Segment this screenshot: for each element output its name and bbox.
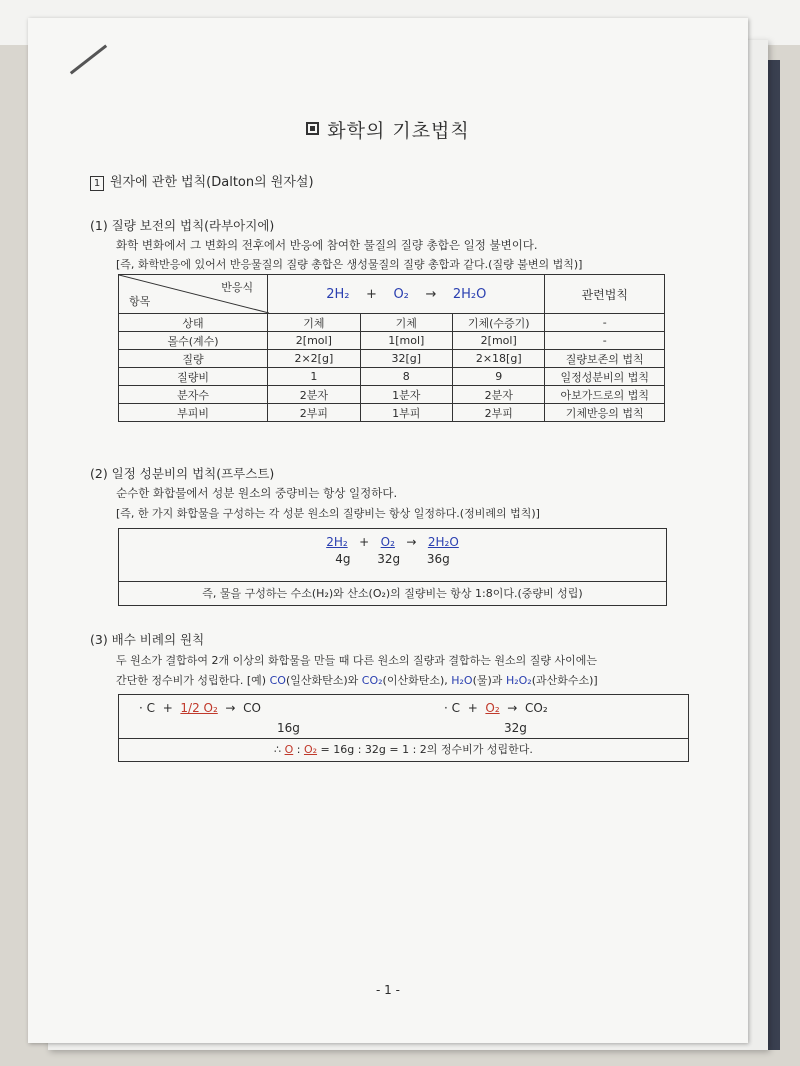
staple-icon (70, 44, 107, 74)
table-row: 분자수 2분자 1분자 2분자 아보가드로의 법칙 (119, 386, 665, 404)
square-bullet-icon (306, 122, 319, 135)
law1-line1: 화학 변화에서 그 변화의 전후에서 반응에 참여한 물질의 질량 총합은 일정 불변이다. (116, 238, 538, 252)
table-law-header: 관련법칙 (545, 275, 665, 314)
law2-masses: 4g 32g 36g (335, 552, 450, 566)
law3-line1: 두 원소가 결합하여 2개 이상의 화합물을 만들 때 다른 원소의 질량과 결합하는 원소의 질량 사이에는 (116, 654, 597, 667)
law1-line2: [즉, 화학반응에 있어서 반응물질의 질량 총합은 생성물질의 질량 총합과 같다.(질량 불변의 법칙)] (116, 258, 583, 271)
table-row: 몰수(계수) 2[mol] 1[mol] 2[mol] - (119, 332, 665, 350)
law3-equation-b: · C + O₂ → CO₂ (444, 701, 548, 715)
document-page (28, 18, 748, 1043)
law3-box (118, 694, 689, 762)
law1-heading: (1) 질량 보전의 법칙(라부아지에) (90, 218, 275, 233)
law1-table (118, 274, 665, 422)
law2-line2: [즉, 한 가지 화합물을 구성하는 각 성분 원소의 질량비는 항상 일정하다.(정비례의 법칙)] (116, 507, 540, 520)
table-row: 질량 2×2[g] 32[g] 2×18[g] 질량보존의 법칙 (119, 350, 665, 368)
law3-mass-b: 32g (504, 721, 527, 735)
law2-note: 즉, 물을 구성하는 수소(H₂)와 산소(O₂)의 질량비는 항상 1:8이다.(중량비 성립) (119, 581, 666, 605)
corner-top-label: 반응식 (221, 281, 254, 294)
law3-heading: (3) 배수 비례의 원칙 (90, 632, 205, 647)
table-row: 상태 기체 기체 기체(수증기) - (119, 314, 665, 332)
corner-bottom-label: 항목 (129, 295, 151, 308)
law2-heading: (2) 일정 성분비의 법칙(프루스트) (90, 466, 275, 481)
law2-equation: 2H₂ + O₂ → 2H₂O (326, 535, 459, 549)
section1-number: 1 (90, 176, 104, 191)
table-row: 부피비 2부피 1부피 2부피 기체반응의 법칙 (119, 404, 665, 422)
page-title: 화학의 기초법칙 (28, 116, 748, 143)
law3-mass-a: 16g (277, 721, 300, 735)
table-corner-cell (119, 275, 268, 314)
law3-equation-a: · C + 1/2 O₂ → CO (139, 701, 261, 715)
law2-box (118, 528, 667, 606)
law3-conclusion: ∴ O : O₂ = 16g : 32g = 1 : 2의 정수비가 성립한다. (119, 738, 688, 761)
section1-heading: 1 원자에 관한 법칙(Dalton의 원자설) (90, 171, 314, 191)
table-row: 질량비 1 8 9 일정성분비의 법칙 (119, 368, 665, 386)
page-number: - 1 - (376, 983, 400, 997)
table-equation: 2H₂ + O₂ → 2H₂O (268, 275, 545, 314)
law3-line2: 간단한 정수비가 성립한다. [예) CO(일산화탄소)와 CO₂(이산화탄소), H₂O(물)과 H₂O₂(과산화수소)] (116, 674, 598, 687)
law2-line1: 순수한 화합물에서 성분 원소의 중량비는 항상 일정하다. (116, 486, 398, 500)
